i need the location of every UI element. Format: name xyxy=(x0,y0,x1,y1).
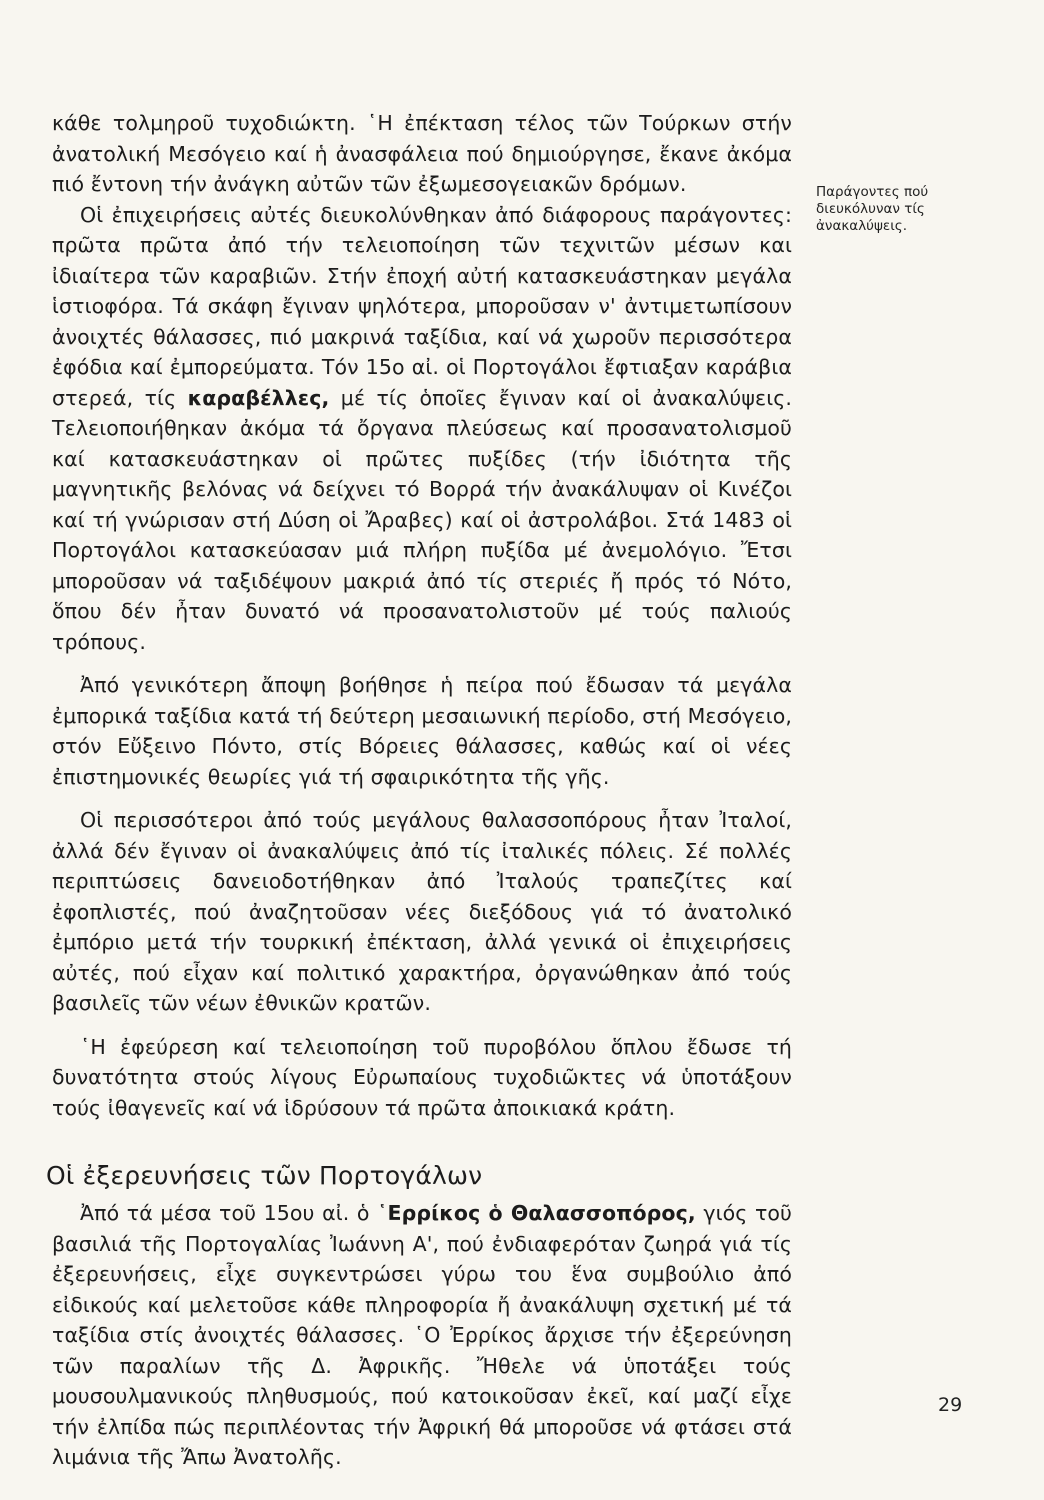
section-paragraph-1 xyxy=(52,1198,792,1473)
paragraph-2-text-a: Οἱ ἐπιχειρήσεις αὐτές διευκολύνθηκαν ἀπό διάφορους παράγοντες: πρῶτα πρῶτα ἀπό τήν τελειοποίηση τῶν τεχνιτῶν μέσων και ἰδιαίτερα τῶν καραβιῶν. Στήν ἐποχή αὐτή κατασκευάστηκαν μεγάλα ἱστιοφόρα. Τά σκάφη ἔγιναν ψηλότερα, μποροῦσαν ν' ἀντιμετωπίσουν ἀνοιχτές θάλασσες, πιό μακρινά ταξίδια, καί νά χωροῦν περισσότερα ἐφόδια καί ἐμπορεύματα. Τόν 15ο αἰ. οἱ Πορτογάλοι ἔφτιαξαν καράβια στερεά, τίς xyxy=(52,202,792,410)
page-number: 29 xyxy=(938,1394,963,1416)
term-henry-the-navigator: ῾Ερρίκος ὁ Θαλασσοπόρος, xyxy=(377,1201,696,1225)
paragraph-4: Οἱ περισσότεροι ἀπό τούς μεγάλους θαλασσοπόρους ἦταν Ἰταλοί, ἀλλά δέν ἔγιναν οἱ ἀνακαλύψεις ἀπό τίς ἰταλικές πόλεις. Σέ πολλές περιπτώσεις δανειοδοτήθηκαν ἀπό Ἰταλούς τραπεζίτες καί ἐφοπλιστές, πού ἀναζητοῦσαν νέες διεξόδους γιά τό ἀνατολικό ἐμπόριο μετά τήν τουρκική ἐπέκταση, ἀλλά γενικά οἱ ἐπιχειρήσεις αὐτές, πού εἶχαν καί πολιτικό χαρακτήρα, ὀργανώθηκαν ἀπό τούς βασιλεῖς τῶν νέων ἐθνικῶν κρατῶν. xyxy=(52,808,792,1015)
margin-note: Παράγοντες πού διευκόλυναν τίς ἀνακαλύψεις. xyxy=(816,184,929,234)
paragraph-1: κάθε τολμηροῦ τυχοδιώκτη. ῾Η ἐπέκταση τέλος τῶν Τούρκων στήν ἀνατολική Μεσόγειο καί ἡ ἀνασφάλεια πού δημιούργησε, ἔκανε ἀκόμα πιό ἔντονη τήν ἀνάγκη αὐτῶν τῶν ἐξωμεσογειακῶν δρόμων. xyxy=(52,111,792,196)
paragraph-3: Ἀπό γενικότερη ἄποψη βοήθησε ἡ πείρα πού ἔδωσαν τά μεγάλα ἐμπορικά ταξίδια κατά τή δεύτερη μεσαιωνική περίοδο, στή Μεσόγειο, στόν Εὔξεινο Πόντο, στίς Βόρειες θάλασσες, καθώς καί οἱ νέες ἐπιστημονικές θεωρίες γιά τή σφαιρικότητα τῆς γῆς. xyxy=(52,673,792,789)
term-caravels: καραβέλλες, xyxy=(187,385,330,410)
section-paragraph-text-b: γιός τοῦ βασιλιά τῆς Πορτογαλίας Ἰωάννη Α', πού ἐνδιαφερόταν ζωηρά γιά τίς ἐξερευνήσεις, εἶχε συγκεντρώσει γύρω του ἕνα συμβούλιο ἀπό εἰδικούς καί μελετοῦσε κάθε πληροφορία ἤ ἀνακάλυψη σχετική μέ τά ταξίδια στίς ἀνοιχτές θάλασσες. ῾Ο Ἐρρίκος ἄρχισε τήν ἐξερεύνηση τῶν παραλίων τῆς Δ. Ἀφρικῆς. Ἤθελε νά ὑποτάξει τούς μουσουλμανικούς πληθυσμούς, πού κατοικοῦσαν ἐκεῖ, καί μαζί εἶχε τήν ἐλπίδα πώς περιπλέοντας τήν Ἀφρική θά μποροῦσε νά φτάσει στά λιμάνια τῆς Ἄπω Ἀνατολῆς. xyxy=(52,1201,792,1469)
section-paragraph-text-a: Ἀπό τά μέσα τοῦ 15ου αἰ. ὁ xyxy=(80,1201,378,1225)
paragraph-2 xyxy=(52,200,792,658)
paragraph-2-text-b: μέ τίς ὁποῖες ἔγιναν καί οἱ ἀνακαλύψεις. Τελειοποιήθηκαν ἀκόμα τά ὄργανα πλεύσεως καί προσανατολισμοῦ καί κατασκευάστηκαν οἱ πρῶτες πυξίδες (τήν ἰδιότητα τῆς μαγνητικῆς βελόνας νά δείχνει τό Βορρά τήν ἀνακάλυψαν οἱ Κινέζοι καί τή γνώρισαν στή Δύση οἱ Ἄραβες) καί οἱ ἀστρολάβοι. Στά 1483 οἱ Πορτογάλοι κατασκεύασαν μιά πλήρη πυξίδα μέ ἀνεμολόγιο. Ἔτσι μποροῦσαν νά ταξιδέψουν μακριά ἀπό τίς στεριές ἤ πρός τό Νότο, ὅπου δέν ἦταν δυνατό νά προσανατολιστοῦν μέ τούς παλιούς τρόπους. xyxy=(52,385,792,654)
section-heading: Οἱ ἐξερευνήσεις τῶν Πορτογάλων xyxy=(46,1161,483,1190)
main-text-column xyxy=(46,108,792,1473)
paragraph-5: ῾Η ἐφεύρεση καί τελειοποίηση τοῦ πυροβόλου ὅπλου ἔδωσε τή δυνατότητα στούς λίγους Εὐρωπαίους τυχοδιῶκτες νά ὑποτάξουν τούς ἰθαγενεῖς καί νά ἱδρύσουν τά πρῶτα ἀποικιακά κράτη. xyxy=(52,1034,792,1120)
